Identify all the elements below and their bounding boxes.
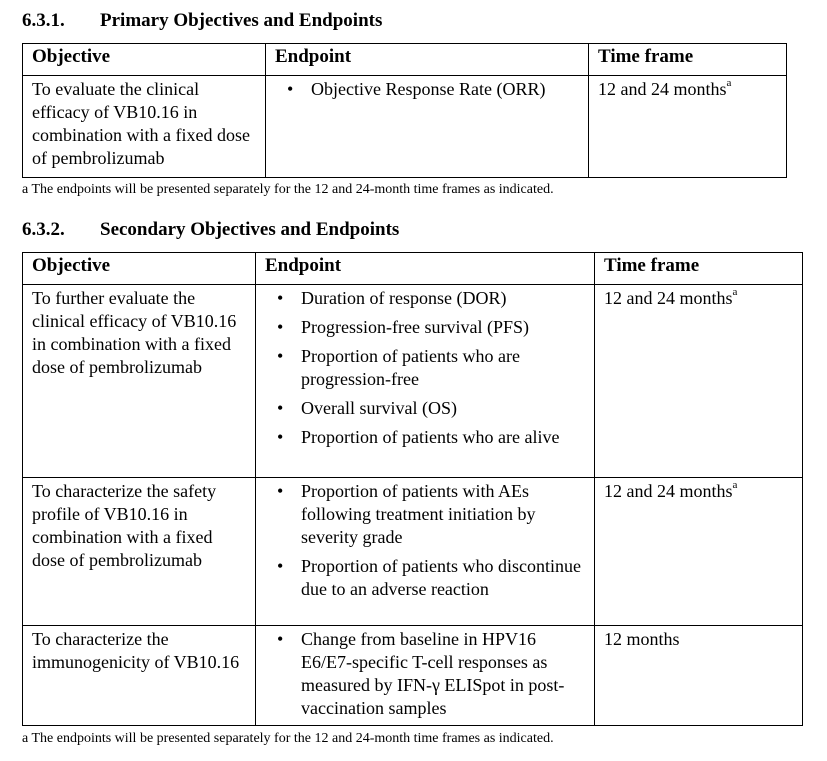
endpoint-item: • Objective Response Rate (ORR) bbox=[275, 78, 582, 101]
header-objective: Objective bbox=[23, 253, 256, 285]
header-endpoint: Endpoint bbox=[256, 253, 595, 285]
objective-cell: To further evaluate the clinical efficacy of VB10.16 in combination with a fixed dose of pembrolizumab bbox=[23, 285, 256, 478]
endpoint-cell bbox=[266, 76, 589, 178]
endpoint-cell bbox=[256, 626, 595, 726]
header-endpoint: Endpoint bbox=[266, 44, 589, 76]
endpoint-item: • Proportion of patients who are progression-free bbox=[265, 345, 588, 391]
objective-cell: To evaluate the clinical efficacy of VB10.16 in combination with a fixed dose of pembrolizumab bbox=[23, 76, 266, 178]
section-number: 6.3.1. bbox=[22, 10, 65, 31]
endpoint-cell bbox=[256, 285, 595, 478]
table-row bbox=[23, 626, 803, 726]
endpoint-list bbox=[265, 480, 588, 601]
footnote-marker: a bbox=[732, 479, 738, 491]
table-header-row bbox=[23, 44, 787, 76]
endpoint-item: • Overall survival (OS) bbox=[265, 397, 588, 420]
table-row bbox=[23, 285, 803, 478]
endpoint-item: • Proportion of patients who discontinue due to an adverse reaction bbox=[265, 555, 588, 601]
objective-cell: To characterize the immunogenicity of VB10.16 bbox=[23, 626, 256, 726]
table-row bbox=[23, 478, 803, 626]
time-frame-cell bbox=[595, 626, 803, 726]
footnote-marker: a bbox=[726, 77, 732, 89]
endpoint-cell bbox=[256, 478, 595, 626]
section-heading-primary bbox=[22, 10, 382, 32]
primary-objectives-table bbox=[22, 43, 787, 178]
header-objective: Objective bbox=[23, 44, 266, 76]
time-frame-value: 12 and 24 months bbox=[604, 481, 733, 501]
footnote-primary: a The endpoints will be presented separately for the 12 and 24-month time frames as indicated. bbox=[22, 182, 554, 197]
time-frame-cell bbox=[595, 478, 803, 626]
header-time-frame: Time frame bbox=[595, 253, 803, 285]
table-header-row bbox=[23, 253, 803, 285]
objective-cell: To characterize the safety profile of VB10.16 in combination with a fixed dose of pembrolizumab bbox=[23, 478, 256, 626]
endpoint-list bbox=[265, 287, 588, 449]
time-frame-cell bbox=[595, 285, 803, 478]
endpoint-item: • Duration of response (DOR) bbox=[265, 287, 588, 310]
table-row bbox=[23, 76, 787, 178]
endpoint-item: • Change from baseline in HPV16 E6/E7-specific T-cell responses as measured by IFN-γ ELISpot in post-vaccination samples bbox=[265, 628, 588, 720]
section-heading-secondary bbox=[22, 219, 399, 241]
section-number: 6.3.2. bbox=[22, 219, 65, 240]
endpoint-list bbox=[265, 628, 588, 720]
footnote-marker: a bbox=[732, 286, 738, 298]
section-title: Secondary Objectives and Endpoints bbox=[100, 219, 400, 240]
endpoint-list bbox=[275, 78, 582, 101]
time-frame-value: 12 and 24 months bbox=[598, 79, 727, 99]
endpoint-item: • Proportion of patients who are alive bbox=[265, 426, 588, 449]
footnote-secondary: a The endpoints will be presented separately for the 12 and 24-month time frames as indicated. bbox=[22, 731, 554, 746]
time-frame-value: 12 and 24 months bbox=[604, 288, 733, 308]
section-title: Primary Objectives and Endpoints bbox=[100, 10, 383, 31]
time-frame-cell bbox=[589, 76, 787, 178]
endpoint-item: • Proportion of patients with AEs following treatment initiation by severity grade bbox=[265, 480, 588, 549]
header-time-frame: Time frame bbox=[589, 44, 787, 76]
endpoint-item: • Progression-free survival (PFS) bbox=[265, 316, 588, 339]
time-frame-value: 12 months bbox=[604, 629, 680, 649]
secondary-objectives-table bbox=[22, 252, 803, 726]
